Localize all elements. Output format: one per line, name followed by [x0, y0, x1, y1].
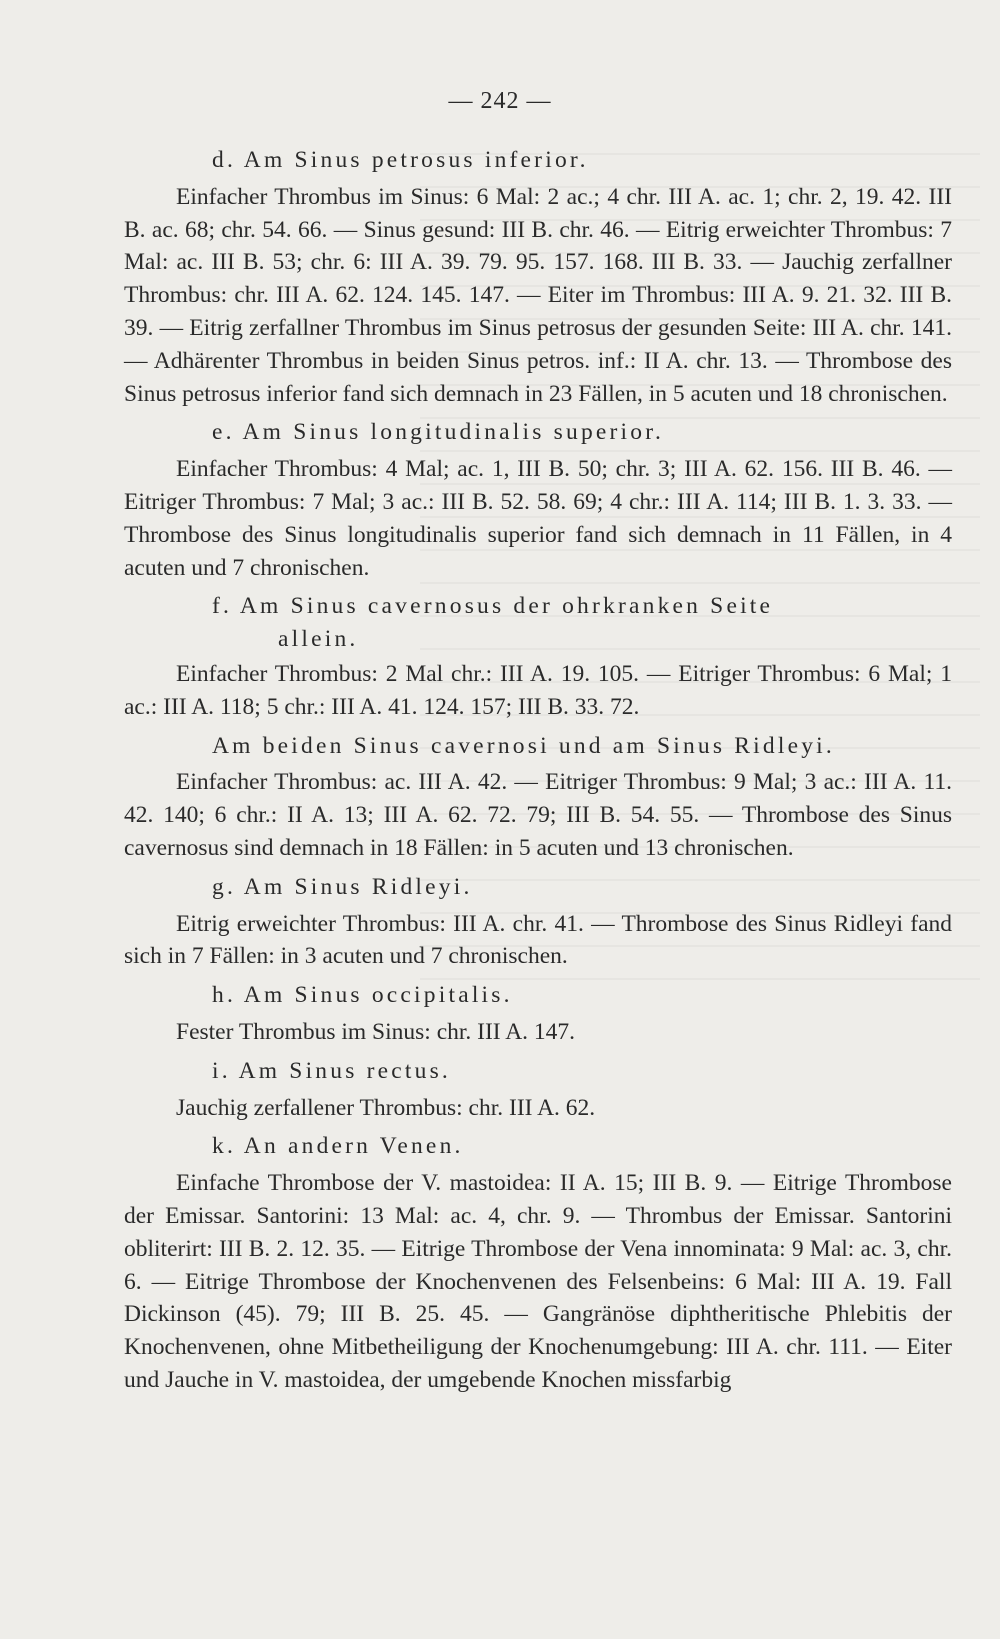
- section-paragraph-d: Einfacher Thrombus im Sinus: 6 Mal: 2 ac.; 4 chr. III A. ac. 1; chr. 2, 19. 42. III B. ac. 68; chr. 54. 66. — Sinus gesund: III B. chr. 46. — Eitrig erweichter Thrombus: 7 Mal: ac. III B. 53; chr. 6: III A. 39. 79. 95. 157. 168. III B. 33. — Jauchig zerfallner Thrombus: chr. III A. 62. 124. 145. 147. — Eiter im Thrombus: III A. 9. 21. 32. III B. 39. — Eitrig zerfallner Thrombus im Sinus petrosus der gesunden Seite: III A. chr. 141. — Adhärenter Thrombus in beiden Sinus petros. inf.: II A. chr. 13. — Thrombose des Sinus petrosus inferior fand sich demnach in 23 Fällen, in 5 acuten und 18 chronischen.: [124, 183, 952, 407]
- section-heading-e: e. Am Sinus longitudinalis superior.: [212, 419, 665, 446]
- section-heading-i: i. Am Sinus rectus.: [212, 1057, 452, 1084]
- section-heading-h: h. Am Sinus occipitalis.: [212, 982, 513, 1009]
- section-paragraph-h: Fester Thrombus im Sinus: chr. III A. 147.: [176, 1018, 576, 1045]
- section-paragraph-e: Einfacher Thrombus: 4 Mal; ac. 1, III B. 50; chr. 3; III A. 62. 156. III B. 46. — Eitriger Thrombus: 7 Mal; 3 ac.: III B. 52. 58. 69; 4 chr.: III A. 114; III B. 1. 3. 33. — Thrombose des Sinus longitudinalis superior fand sich demnach in 11 Fällen, in 4 acuten und 7 chronischen.: [124, 456, 952, 581]
- section-paragraph-cavernosi-ridleyi: Einfacher Thrombus: ac. III A. 42. — Eitriger Thrombus: 9 Mal; 3 ac.: III A. 11. 42. 140; 6 chr.: II A. 13; III A. 62. 72. 79; III B. 54. 55. — Thrombose des Sinus cavernosus sind demnach in 18 Fällen: in 5 acuten und 13 chronischen.: [124, 769, 952, 861]
- page-body: [124, 144, 952, 1397]
- page-number: — 242 —: [448, 88, 552, 114]
- section-heading-g: g. Am Sinus Ridleyi.: [212, 873, 473, 900]
- section-paragraph-i: Jauchig zerfallener Thrombus: chr. III A. 62.: [176, 1094, 596, 1121]
- section-heading-k: k. An andern Venen.: [212, 1133, 464, 1160]
- section-paragraph-g: Eitrig erweichter Thrombus: III A. chr. 41. — Thrombose des Sinus Ridleyi fand sich in 7 Fällen: in 3 acuten und 7 chronischen.: [124, 910, 952, 970]
- section-heading-f: f. Am Sinus cavernosus der ohrkranken Seite: [212, 593, 774, 620]
- section-paragraph-k: Einfache Thrombose der V. mastoidea: II A. 15; III B. 9. — Eitrige Thrombose der Emissar. Santorini: 13 Mal: ac. 4, chr. 9. — Thrombus der Emissar. Santorini obliterirt: III B. 2. 12. 35. — Eitrige Thrombose der Vena innominata: 9 Mal: ac. 3, chr. 6. — Eitrige Thrombose der Knochenvenen des Felsenbeins: 6 Mal: III A. 19. Fall Dickinson (45). 79; III B. 25. 45. — Gangränöse diphtheritische Phlebitis der Knochenvenen, ohne Mitbetheiligung der Knochenumgebung: III A. chr. 111. — Eiter und Jauche in V. mastoidea, der umgebende Knochen missfarbig: [124, 1170, 952, 1393]
- section-paragraph-f: Einfacher Thrombus: 2 Mal chr.: III A. 19. 105. — Eitriger Thrombus: 6 Mal; 1 ac.: III A. 118; 5 chr.: III A. 41. 124. 157; III B. 33. 72.: [124, 660, 952, 720]
- section-heading-f-continuation: allein.: [278, 626, 359, 653]
- section-heading-cavernosi-ridleyi: Am beiden Sinus cavernosi und am Sinus Ridleyi.: [212, 732, 835, 759]
- section-heading-f-block: [124, 590, 952, 656]
- section-heading-d: d. Am Sinus petrosus inferior.: [212, 147, 589, 173]
